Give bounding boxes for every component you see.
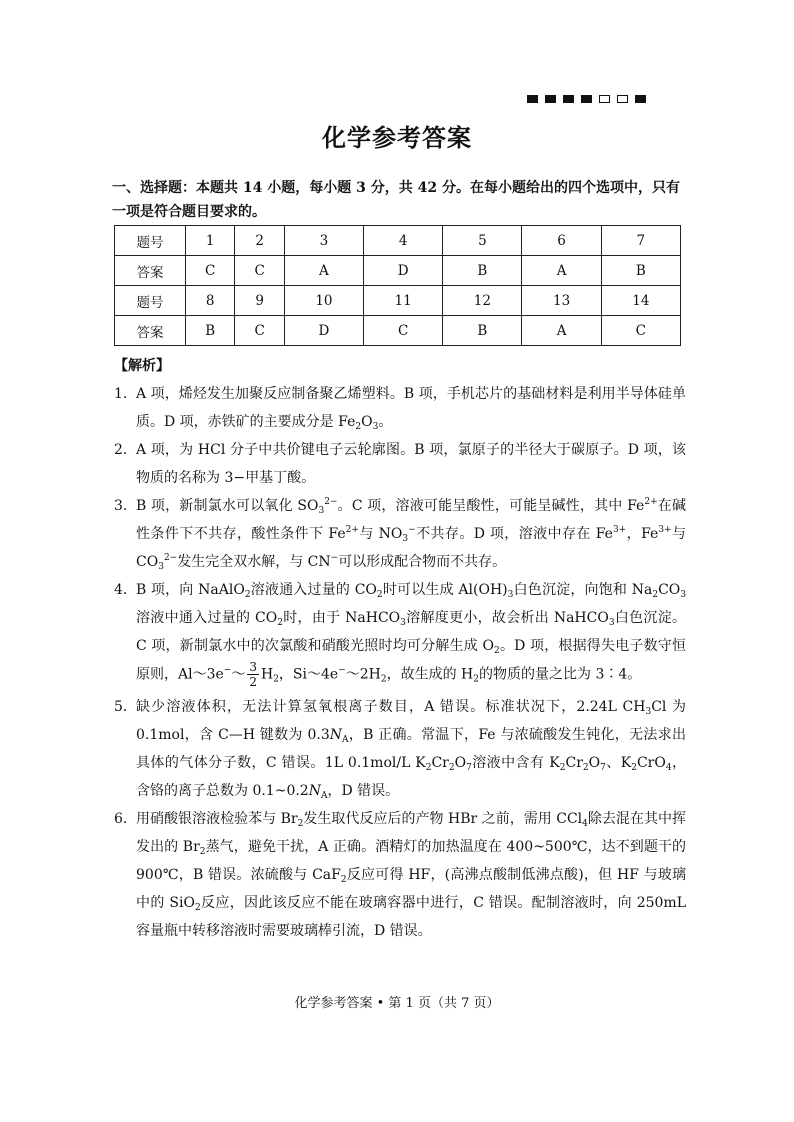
table-cell: A — [284, 256, 363, 286]
text-run: 发生完全双水解，与 CN — [177, 554, 331, 570]
analysis-item-6 — [114, 805, 686, 945]
table-cell: 14 — [601, 286, 680, 316]
text-run: 在碱性条件下不共存，酸性条件下 Fe — [136, 498, 686, 542]
analysis-item-3 — [114, 492, 686, 576]
table-cell: 答案 — [115, 256, 186, 286]
table-cell: B — [443, 256, 522, 286]
superscript: 2− — [324, 497, 338, 507]
text-run: 。C 项，溶液可能呈酸性，可能呈碱性，其中 Fe — [337, 498, 645, 514]
text-run: Cr — [431, 755, 449, 771]
subscript: 2 — [199, 847, 206, 857]
text-run: 溶液中含有 K — [471, 755, 560, 771]
subscript: 3 — [372, 422, 379, 432]
subscript: 2 — [380, 674, 387, 685]
answer-table — [114, 225, 681, 346]
subscript: 2 — [425, 763, 432, 773]
text-run: ，Si～4e — [278, 666, 339, 683]
header-mark-5 — [599, 95, 610, 103]
item-text — [136, 380, 686, 436]
text-run: 与 CO — [136, 526, 687, 570]
text-run: B 项，新制氯水可以氧化 SO — [136, 498, 319, 514]
text-run: 白色沉淀，向饱和 Na — [513, 582, 653, 598]
italic-symbol: N — [329, 727, 343, 743]
subscript: 2 — [582, 763, 589, 773]
item-number: 3． — [114, 498, 137, 514]
table-cell: A — [522, 316, 601, 346]
subscript: 2 — [652, 590, 659, 600]
item-number: 4． — [114, 582, 137, 598]
header-mark-3 — [563, 95, 574, 103]
subscript: 7 — [600, 763, 606, 773]
subscript: 3 — [608, 618, 615, 628]
table-cell: C — [235, 256, 284, 286]
table-cell: C — [601, 316, 680, 346]
analysis-item-2 — [114, 436, 686, 492]
text-run: 的物质的量之比为 3∶4。 — [479, 666, 642, 683]
table-cell: 9 — [235, 286, 284, 316]
table-cell: B — [443, 316, 522, 346]
subscript: 2 — [559, 763, 566, 773]
table-cell: 题号 — [115, 286, 186, 316]
text-run: ，故生成的 H — [386, 666, 474, 683]
text-run: 白色沉淀。C 项，新制氯水中的次氯酸和硝酸光照时均可分解生成 O — [136, 610, 687, 654]
table-cell: C — [186, 256, 235, 286]
subscript: 3 — [402, 534, 409, 544]
header-mark-4 — [581, 95, 592, 103]
text-run: 时可以生成 Al(OH) — [382, 582, 508, 598]
subscript: A — [342, 735, 349, 745]
header-mark-2 — [545, 95, 556, 103]
subscript: 2 — [376, 590, 383, 600]
text-run: 蒸气，避免干扰，A 正确。酒精灯的加热温度在 400~500℃，达不到题干的 900℃，B 错误。浓硫酸与 CaF — [136, 839, 686, 883]
text-run: 反应可得 HF，(高沸点酸制低沸点酸)，但 HF 与玻璃中的 SiO — [136, 867, 686, 911]
table-cell: C — [364, 316, 443, 346]
text-run: 发生取代反应后的产物 HBr 之前，需用 CCl — [303, 811, 583, 827]
header-marks — [527, 95, 646, 103]
item-number: 2． — [114, 442, 137, 458]
text-run: 时，由于 NaHCO — [282, 610, 401, 626]
text-run: 不共存。D 项，溶液中存在 Fe — [415, 526, 613, 542]
header-mark-6 — [617, 95, 628, 103]
item-text: A 项，为 HCl 分子中共价键电子云轮廓图。B 项，氯原子的半径大于碳原子。D 项，该物质的名称为 3−甲基丁酸。 — [136, 442, 686, 486]
text-run: ，D 错误。 — [327, 783, 400, 799]
table-cell: C — [235, 316, 284, 346]
text-run: ，B 正确。常温下，Fe 与浓硫酸发生钝化，无法求出具体的气体分子数，C 错误。1L 0.1mol/L K — [136, 727, 687, 771]
text-run: B 项，向 NaAlO — [136, 582, 245, 598]
table-cell: 题号 — [115, 226, 186, 256]
table-cell: 答案 — [115, 316, 186, 346]
text-run: 除去混在其中挥发出的 Br — [136, 811, 686, 855]
table-cell: A — [522, 256, 601, 286]
superscript: 2− — [163, 553, 178, 563]
header-mark-7 — [635, 95, 646, 103]
text-run: 溶液通入过量的 CO — [250, 582, 377, 598]
table-cell: 2 — [235, 226, 284, 256]
table-cell: 3 — [284, 226, 363, 256]
subscript: 7 — [466, 763, 472, 773]
text-run: 。 — [378, 414, 393, 430]
subscript: 3 — [680, 590, 687, 600]
text-run: 。D 项，根据得失电子数守恒原则，Al～3e — [136, 638, 686, 683]
page-footer: 化学参考答案 • 第 1 页（共 7 页） — [294, 996, 500, 1011]
superscript: 3+ — [658, 525, 672, 535]
subscript: 3 — [507, 590, 514, 600]
text-run: O — [361, 414, 373, 430]
header-mark-1 — [527, 95, 538, 103]
analysis-list — [114, 380, 686, 945]
subscript: 2 — [194, 903, 201, 913]
superscript: 2+ — [644, 497, 658, 507]
page-title: 化学参考答案 — [322, 123, 472, 152]
text-run: 、K — [605, 755, 632, 771]
subscript: 2 — [244, 590, 251, 600]
analysis-item-4 — [114, 576, 686, 689]
fraction-denominator: 2 — [249, 675, 257, 689]
table-cell: 5 — [443, 226, 522, 256]
item-text — [136, 492, 686, 576]
text-run: CO — [658, 582, 681, 598]
text-run: ，含铬的离子总数为 0.1~0.2 — [136, 755, 687, 799]
text-run: O — [588, 755, 601, 771]
subscript: 4 — [665, 763, 672, 773]
table-row — [115, 226, 681, 256]
subscript: 2 — [277, 618, 283, 628]
subscript: 4 — [582, 819, 588, 829]
subscript: 2 — [631, 763, 637, 773]
subscript: 2 — [355, 422, 362, 432]
item-number: 6． — [114, 811, 137, 827]
superscript: 3+ — [612, 525, 627, 535]
item-text — [136, 693, 686, 805]
table-cell: 10 — [284, 286, 363, 316]
superscript: − — [223, 665, 232, 676]
subscript: 3 — [645, 707, 652, 717]
text-run: 缺少溶液体积，无法计算氢氧根离子数目，A 错误。标准状况下，2.24L CH — [136, 699, 646, 715]
subscript: 2 — [494, 646, 500, 656]
table-cell: 12 — [443, 286, 522, 316]
analysis-label: 【解析】 — [114, 358, 170, 374]
item-number: 1． — [114, 386, 137, 402]
table-cell: 1 — [186, 226, 235, 256]
subscript: 3 — [400, 618, 406, 628]
text-run: 用硝酸银溶液检验苯与 Br — [136, 811, 298, 827]
subscript: 2 — [448, 763, 455, 773]
section-heading: 一、选择题：本题共 14 小题，每小题 3 分，共 42 分。在每小题给出的四个选项中，只有一项是符合题目要求的。 — [112, 180, 680, 220]
table-row — [115, 256, 681, 286]
text-run: 反应，因此该反应不能在玻璃容器中进行，C 错误。配制溶液时，向 250mL 容量瓶中转移溶液时需要玻璃棒引流，D 错误。 — [136, 895, 687, 939]
text-run: A 项，烯烃发生加聚反应制备聚乙烯塑料。B 项，手机芯片的基础材料是利用半导体硅单质。D 项，赤铁矿的主要成分是 Fe — [136, 386, 686, 430]
table-cell: 8 — [186, 286, 235, 316]
fraction-numerator: 3 — [249, 660, 257, 674]
item-text — [136, 805, 686, 945]
fraction — [247, 660, 259, 689]
item-number: 5． — [114, 699, 137, 715]
text-run: 可以形成配合物而不共存。 — [338, 554, 507, 570]
table-cell: 4 — [364, 226, 443, 256]
subscript: 2 — [297, 819, 304, 829]
table-row — [115, 286, 681, 316]
superscript: − — [330, 553, 339, 563]
table-row — [115, 316, 681, 346]
table-cell: 11 — [364, 286, 443, 316]
superscript: 2+ — [345, 525, 359, 535]
text-run: ，Fe — [626, 526, 659, 542]
text-run: CrO — [636, 755, 666, 771]
superscript: − — [338, 665, 346, 676]
text-run: 与 NO — [358, 526, 403, 542]
table-cell: B — [186, 316, 235, 346]
subscript: 2 — [473, 674, 479, 685]
text-run: O — [454, 755, 467, 771]
table-cell: D — [284, 316, 363, 346]
table-cell: 13 — [522, 286, 601, 316]
analysis-item-5 — [114, 693, 686, 805]
text-run: ～ — [231, 666, 246, 683]
subscript: 3 — [158, 562, 164, 572]
table-cell: D — [364, 256, 443, 286]
superscript: − — [408, 525, 416, 535]
subscript: 3 — [318, 506, 325, 516]
text-run: Cl 为 0.1mol，含 C—H 键数为 0.3 — [136, 699, 686, 743]
text-run: 溶解度更小，故会析出 NaHCO — [405, 610, 609, 626]
subscript: 2 — [340, 875, 347, 885]
italic-symbol: N — [308, 783, 321, 799]
text-run: 溶液中通入过量的 CO — [136, 610, 278, 626]
text-run: H — [260, 666, 274, 683]
text-run: Cr — [565, 755, 583, 771]
analysis-item-1 — [114, 380, 686, 436]
subscript: 2 — [273, 674, 279, 685]
subscript: A — [320, 791, 328, 801]
table-cell: B — [601, 256, 680, 286]
table-cell: 6 — [522, 226, 601, 256]
text-run: ～2H — [345, 666, 381, 683]
item-text — [136, 576, 686, 689]
table-cell: 7 — [601, 226, 680, 256]
